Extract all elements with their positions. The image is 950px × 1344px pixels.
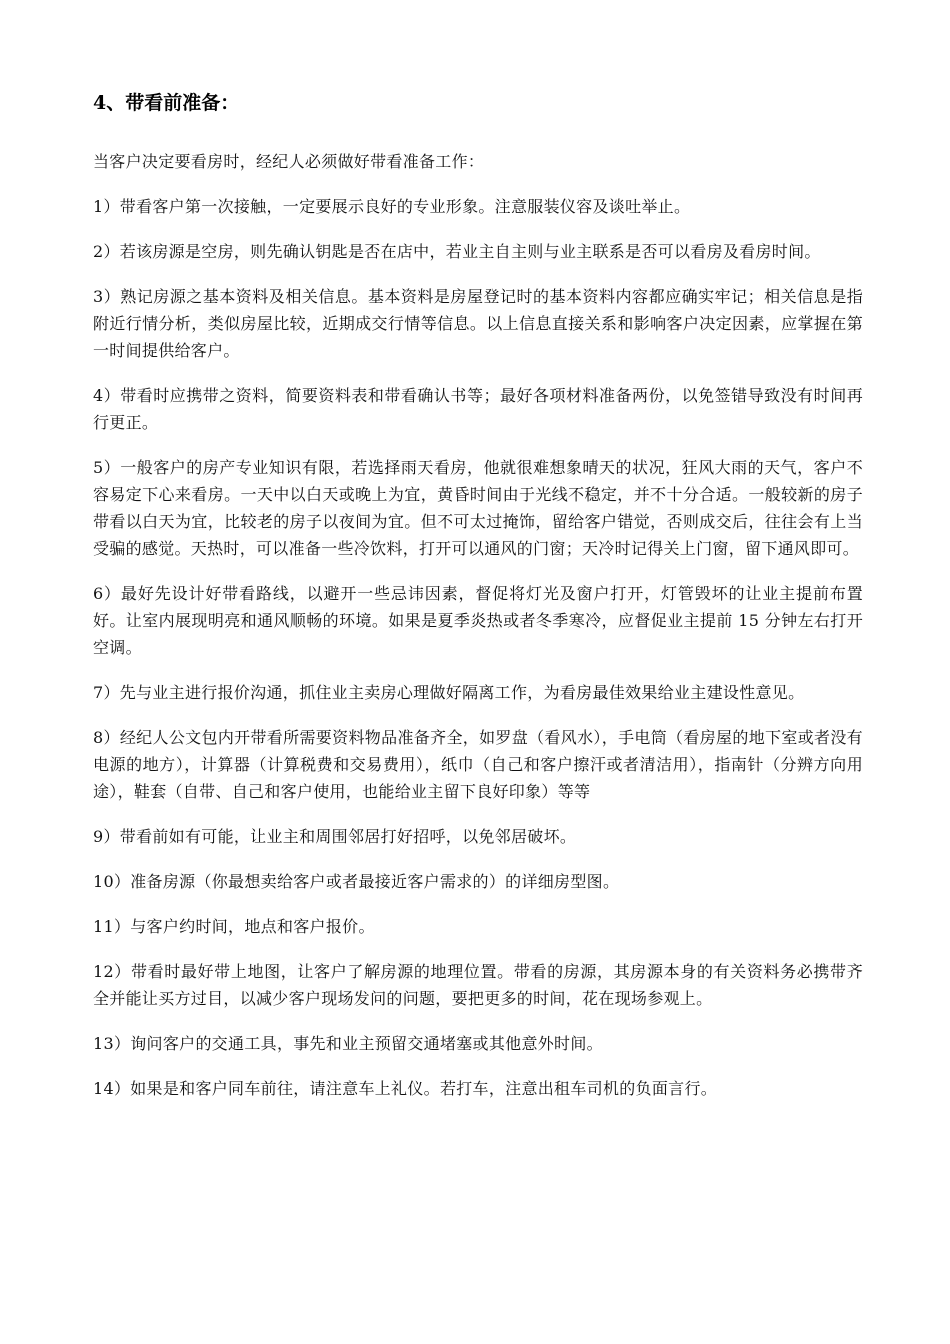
list-item: 14）如果是和客户同车前往，请注意车上礼仪。若打车，注意出租车司机的负面言行。: [93, 1079, 718, 1098]
list-item: 12）带看时最好带上地图，让客户了解房源的地理位置。带看的房源，其房源本身的有关资料务必携带齐全并能让买方过目，以减少客户现场发问的问题，要把更多的时间，花在现场参观上。: [93, 962, 863, 1008]
section-body: [93, 148, 863, 1120]
list-item: 1）带看客户第一次接触，一定要展示良好的专业形象。注意服装仪容及谈吐举止。: [93, 197, 691, 216]
list-item: 8）经纪人公文包内开带看所需要资料物品准备齐全，如罗盘（看风水），手电筒（看房屋的地下室或者没有电源的地方），计算器（计算税费和交易费用），纸巾（自己和客户擦汗或者清洁用），指南针（分辨方向用途），鞋套（自带、自己和客户使用，也能给业主留下良好印象）等等: [93, 728, 863, 801]
list-item: 10）准备房源（你最想卖给客户或者最接近客户需求的）的详细房型图。: [93, 872, 620, 891]
section-heading: 4、带看前准备：: [93, 92, 240, 114]
intro-paragraph: 当客户决定要看房时，经纪人必须做好带看准备工作：: [93, 152, 485, 171]
list-item: 7）先与业主进行报价沟通，抓住业主卖房心理做好隔离工作，为看房最佳效果给业主建设性意见。: [93, 683, 805, 702]
list-item: 3）熟记房源之基本资料及相关信息。基本资料是房屋登记时的基本资料内容都应确实牢记；相关信息是指附近行情分析，类似房屋比较，近期成交行情等信息。以上信息直接关系和影响客户决定因素，应掌握在第一时间提供给客户。: [93, 287, 863, 360]
list-item: 4）带看时应携带之资料，简要资料表和带看确认书等；最好各项材料准备两份，以免签错导致没有时间再行更正。: [93, 386, 863, 432]
list-item: 9）带看前如有可能，让业主和周围邻居打好招呼，以免邻居破坏。: [93, 827, 577, 846]
list-item: 13）询问客户的交通工具，事先和业主预留交通堵塞或其他意外时间。: [93, 1034, 603, 1053]
list-item: 2）若该房源是空房，则先确认钥匙是否在店中，若业主自主则与业主联系是否可以看房及看房时间。: [93, 242, 821, 261]
list-item: 11）与客户约时间，地点和客户报价。: [93, 917, 375, 936]
list-item: 5）一般客户的房产专业知识有限，若选择雨天看房，他就很难想象晴天的状况，狂风大雨的天气，客户不容易定下心来看房。一天中以白天或晚上为宜，黄昏时间由于光线不稳定，并不十分合适。一般较新的房子带看以白天为宜，比较老的房子以夜间为宜。但不可太过掩饰，留给客户错觉，否则成交后，往往会有上当受骗的感觉。天热时，可以准备一些冷饮料，打开可以通风的门窗；天冷时记得关上门窗，留下通风即可。: [93, 458, 863, 558]
list-item: 6）最好先设计好带看路线，以避开一些忌讳因素，督促将灯光及窗户打开，灯管毁坏的让业主提前布置好。让室内展现明亮和通风顺畅的环境。如果是夏季炎热或者冬季寒冷，应督促业主提前 15 分钟左右打开空调。: [93, 584, 863, 657]
